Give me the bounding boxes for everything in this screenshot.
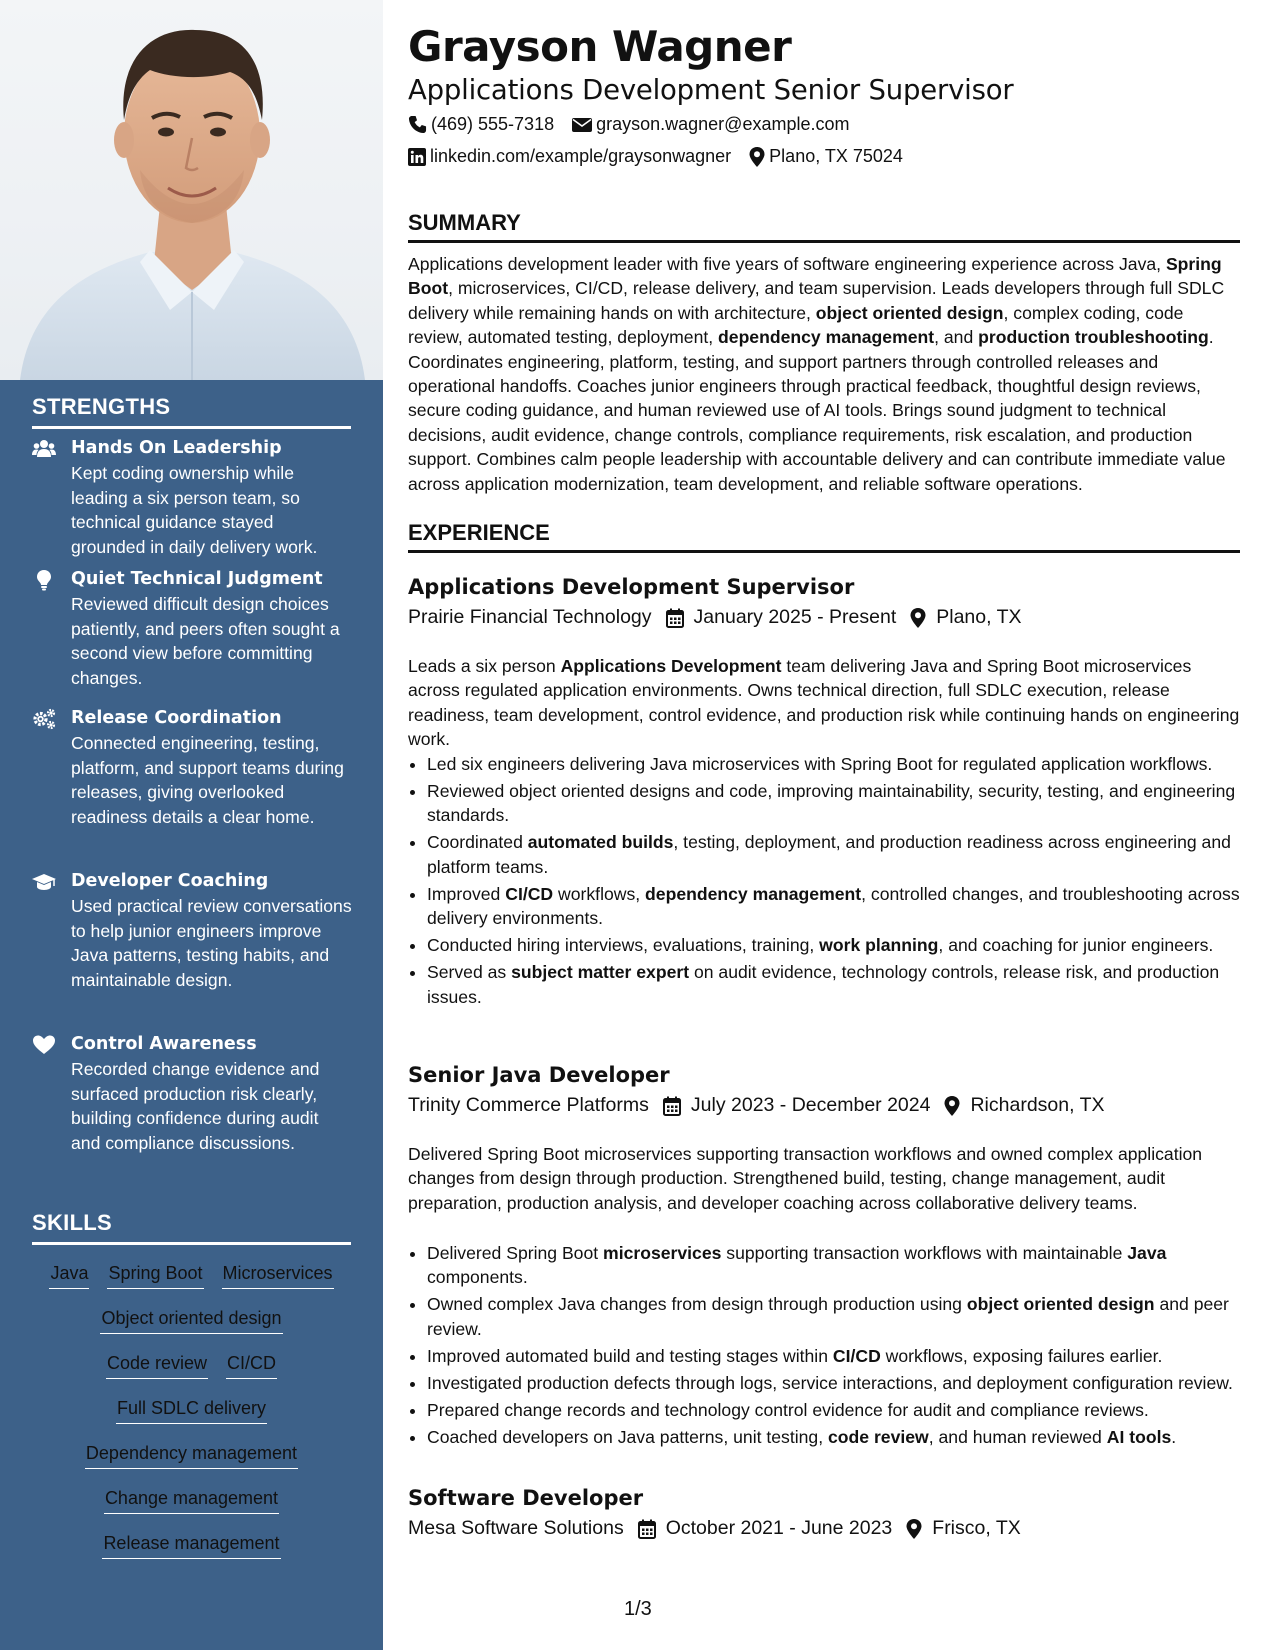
email-text[interactable]: grayson.wagner@example.com — [596, 114, 850, 134]
job-title-headline: Applications Development Senior Supervisor — [408, 74, 1014, 106]
calendar-icon — [663, 1096, 681, 1116]
graduation-cap-icon — [32, 871, 56, 893]
strength-text: Kept coding ownership while leading a six person team, so technical guidance stayed grounded in daily delivery work. — [71, 463, 318, 557]
skill-tag: Release management — [102, 1530, 280, 1559]
strengths-heading: STRENGTHS — [32, 394, 351, 429]
users-icon — [32, 438, 56, 460]
phone — [408, 114, 554, 135]
calendar-icon — [638, 1519, 656, 1539]
linkedin-icon — [408, 148, 426, 166]
lightbulb-icon — [32, 569, 56, 591]
job-dates — [663, 1094, 931, 1117]
job-bullet: • Improved automated build and testing stages within CI/CD workflows, exposing failures earlier. — [427, 1344, 1259, 1368]
job-bullet: • Prepared change records and technology control evidence for audit and compliance reviews. — [427, 1398, 1259, 1422]
skill-tag: Code review — [106, 1350, 208, 1379]
skill-tag: Java — [49, 1260, 89, 1289]
job-bullet: • Improved CI/CD workflows, dependency management, controlled changes, and troubleshooting across delivery environments. — [427, 882, 1259, 931]
map-pin-icon — [944, 1096, 960, 1116]
skill-row — [32, 1530, 351, 1575]
skill-tag: CI/CD — [226, 1350, 277, 1379]
skill-tag: Change management — [104, 1485, 279, 1514]
job-dates — [638, 1517, 893, 1540]
map-pin-icon — [906, 1519, 922, 1539]
job-bullets — [408, 752, 1259, 1012]
strength-title: Hands On Leadership — [71, 438, 282, 458]
strength-title: Release Coordination — [71, 708, 282, 728]
job-dates-text: July 2023 - December 2024 — [690, 1094, 931, 1116]
skill-row — [32, 1350, 351, 1395]
strength-text: Used practical review conversations to help junior engineers improve Java patterns, testing habits, and maintainable design. — [71, 896, 352, 990]
job-bullet: • Conducted hiring interviews, evaluations, training, work planning, and coaching for junior engineers. — [427, 933, 1259, 957]
map-pin-icon — [749, 147, 765, 167]
skill-row — [32, 1260, 351, 1305]
skill-tag: Spring Boot — [107, 1260, 203, 1289]
strength-item — [32, 869, 352, 992]
location-text: Plano, TX 75024 — [769, 146, 903, 166]
job-bullet: • Investigated production defects through logs, service interactions, and deployment configuration review. — [427, 1371, 1259, 1395]
linkedin-text[interactable]: linkedin.com/example/graysonwagner — [430, 146, 732, 166]
skill-tag: Object oriented design — [100, 1305, 282, 1334]
skill-row — [32, 1395, 351, 1440]
strength-item — [32, 567, 352, 690]
job-bullet: • Reviewed object oriented designs and code, improving maintainability, security, testing, and engineering standards. — [427, 779, 1259, 828]
location — [749, 146, 903, 167]
job-location — [910, 606, 1021, 629]
phone-icon — [408, 115, 427, 134]
strength-item — [32, 1032, 352, 1155]
strength-title: Quiet Technical Judgment — [71, 569, 323, 589]
envelope-icon — [572, 117, 592, 133]
summary-text: Applications development leader with five years of software engineering experience across Java, Spring Boot, microservices, CI/CD, release delivery, and team supervision. Leads developers through full SDLC delivery while remaining hands on with architecture, object oriented design, complex coding, code review, automated testing, deployment, dependency management, and production troubleshooting. Coordinates engineering, platform, testing, and support partners through controlled releases and operational handoffs. Coaches junior engineers through practical feedback, thoughtful design reviews, secure coding guidance, and human reviewed use of AI tools. Brings sound judgment to technical decisions, audit evidence, change controls, compliance requirements, risk escalation, and production support. Combines calm people leadership with accountable delivery and can contribute immediate value across application modernization, team development, and reliable software operations. — [408, 254, 1226, 494]
strength-item — [32, 706, 352, 829]
profile-photo — [0, 0, 383, 380]
job-location — [944, 1094, 1104, 1117]
job-dates-text: October 2021 - June 2023 — [665, 1517, 893, 1539]
job-meta — [408, 1517, 1035, 1540]
email[interactable] — [572, 114, 849, 135]
job-bullet: • Owned complex Java changes from design through production using object oriented design and peer review. — [427, 1292, 1259, 1341]
job-position: Senior Java Developer — [408, 1063, 670, 1087]
job-dates — [666, 606, 897, 629]
contact-row — [408, 114, 867, 135]
job-position: Applications Development Supervisor — [408, 575, 855, 599]
skills-heading: SKILLS — [32, 1210, 351, 1245]
sidebar — [0, 0, 383, 1650]
summary-heading: SUMMARY — [408, 210, 1240, 243]
skill-row — [32, 1440, 351, 1485]
job-location-text: Richardson, TX — [970, 1094, 1105, 1116]
strength-text: Reviewed difficult design choices patiently, and peers often sought a second view before committing changes. — [71, 594, 340, 688]
job-company: Trinity Commerce Platforms — [408, 1094, 649, 1116]
job-dates-text: January 2025 - Present — [693, 606, 897, 628]
job-bullet: • Served as subject matter expert on audit evidence, technology controls, release risk, and production issues. — [427, 960, 1259, 1009]
job-company: Mesa Software Solutions — [408, 1517, 624, 1539]
strength-title: Developer Coaching — [71, 871, 269, 891]
job-description: Leads a six person Applications Development team delivering Java and Spring Boot microservices across regulated application environments. Owns technical direction, full SDLC execution, release readiness, team development, control evidence, and production risk while continuing hands on engineering work. — [408, 656, 1240, 750]
strength-item — [32, 436, 352, 559]
job-location — [906, 1517, 1020, 1540]
skill-tag: Microservices — [222, 1260, 334, 1289]
page-number: 1/3 — [624, 1598, 652, 1620]
candidate-name: Grayson Wagner — [408, 22, 792, 71]
job-meta — [408, 1094, 1119, 1117]
map-pin-icon — [910, 608, 926, 628]
job-company: Prairie Financial Technology — [408, 606, 652, 628]
strength-text: Connected engineering, testing, platform, and support teams during releases, giving overlooked readiness details a clear home. — [71, 733, 344, 827]
heart-icon — [32, 1034, 56, 1056]
strength-title: Control Awareness — [71, 1034, 257, 1054]
calendar-icon — [666, 608, 684, 628]
gears-icon — [32, 708, 56, 730]
skill-row — [32, 1305, 351, 1350]
job-location-text: Plano, TX — [936, 606, 1022, 628]
strength-text: Recorded change evidence and surfaced production risk clearly, building confidence during audit and compliance discussions. — [71, 1059, 320, 1153]
contact-row — [408, 146, 921, 167]
job-bullets — [408, 1241, 1259, 1452]
job-bullet: • Led six engineers delivering Java microservices with Spring Boot for regulated application workflows. — [427, 752, 1259, 776]
phone-text: (469) 555-7318 — [431, 114, 555, 134]
job-meta — [408, 606, 1036, 629]
job-bullet: • Coached developers on Java patterns, unit testing, code review, and human reviewed AI tools. — [427, 1425, 1259, 1449]
skills-list — [32, 1260, 351, 1575]
skill-tag: Dependency management — [85, 1440, 298, 1469]
job-bullet: • Delivered Spring Boot microservices supporting transaction workflows with maintainable Java components. — [427, 1241, 1259, 1290]
job-position: Software Developer — [408, 1486, 644, 1510]
job-location-text: Frisco, TX — [932, 1517, 1021, 1539]
job-bullet: • Coordinated automated builds, testing, deployment, and production readiness across engineering and platform teams. — [427, 830, 1259, 879]
skill-row — [32, 1485, 351, 1530]
skill-tag: Full SDLC delivery — [116, 1395, 267, 1424]
experience-heading: EXPERIENCE — [408, 520, 1240, 553]
job-description: Delivered Spring Boot microservices supporting transaction workflows and owned complex application changes from design through production. Strengthened build, testing, change management, audit preparation, production analysis, and developer coaching across collaborative delivery teams. — [408, 1144, 1203, 1213]
linkedin[interactable] — [408, 146, 731, 167]
